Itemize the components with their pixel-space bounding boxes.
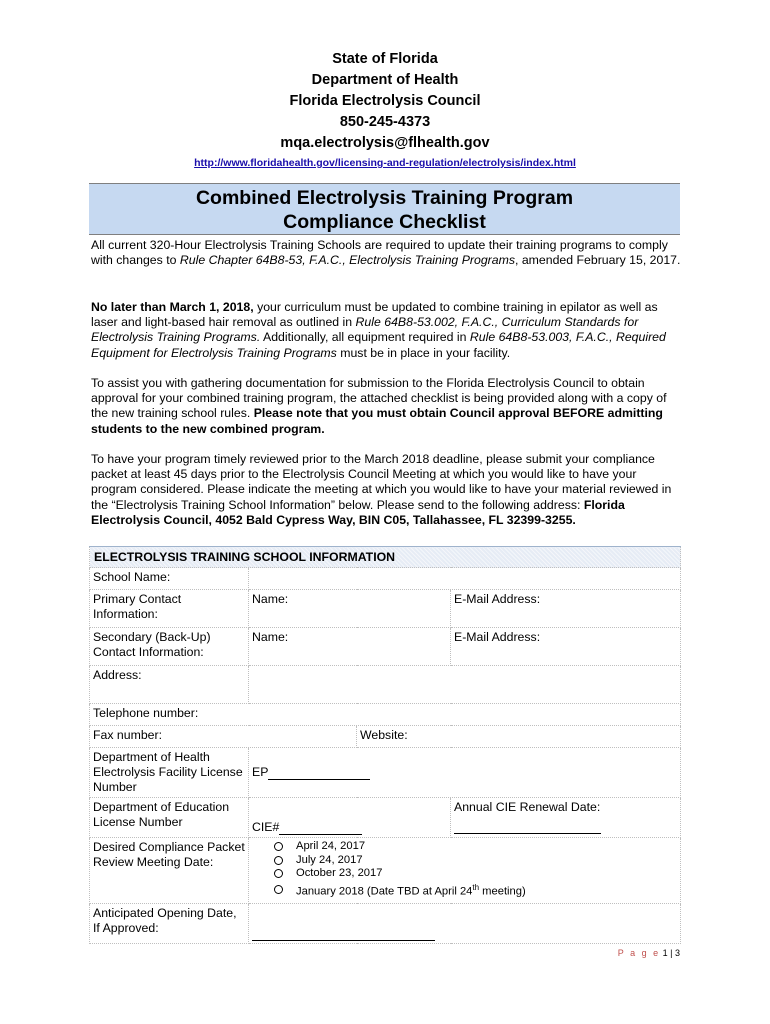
header-email: mqa.electrolysis@flhealth.gov (280, 135, 490, 151)
fax-label: Fax number: (93, 728, 163, 742)
page-word: P a g e (617, 948, 661, 958)
approval-paragraph (91, 376, 683, 437)
school-name-field[interactable] (249, 568, 681, 590)
radio-icon[interactable] (274, 842, 283, 851)
telephone-field[interactable] (90, 704, 681, 726)
p2-rule-ref-2: Rule 64B8-53.003, F.A.C., Required Equipment for Electrolysis Training Programs (91, 330, 666, 360)
p4-text: To have your program timely reviewed prior to the March 2018 deadline, please submit your compliance packet at least 45 days prior to the Electrolysis Council Meeting at which you would like to have your program considered. Please indicate the meeting at which you would like to have your material reviewed in the “Electrolysis Training School Information” below. Please send to the following address: (91, 452, 672, 512)
doe-license-field[interactable] (249, 798, 451, 838)
page-number: 1 | 3 (662, 948, 680, 958)
p2-text: your curriculum must be updated to combine training in epilator as well as laser and light-based hair removal as outlined in (91, 300, 658, 330)
page-footer (0, 948, 680, 958)
submission-paragraph (91, 452, 683, 528)
cie-number-line[interactable] (279, 822, 362, 835)
website-field[interactable] (357, 726, 681, 748)
doh-license-field[interactable] (249, 748, 681, 798)
jan-text-end: meeting) (479, 885, 526, 898)
p2-text-2: Additionally, all equipment required in (260, 330, 470, 345)
p3-note: Please note that you must obtain Council approval BEFORE admitting students to the new combined program. (91, 406, 663, 436)
header-url-link[interactable]: http://www.floridahealth.gov/licensing-and-regulation/electrolysis/index.html (194, 157, 576, 169)
p1-text-end: , amended February 15, 2017. (515, 253, 681, 268)
fax-field[interactable] (90, 726, 357, 748)
primary-email-label: E-Mail Address: (454, 592, 541, 606)
telephone-label: Telephone number: (93, 706, 199, 720)
cie-prefix: CIE# (252, 820, 280, 834)
meeting-options (249, 838, 681, 904)
title-line-2: Compliance Checklist (283, 211, 486, 233)
annual-cie-line[interactable] (454, 821, 601, 834)
intro-paragraph (91, 238, 683, 268)
primary-contact-email-field[interactable] (451, 590, 681, 628)
meeting-option-label (296, 881, 526, 899)
radio-icon[interactable] (274, 856, 283, 865)
meeting-option-label: July 24, 2017 (296, 853, 363, 866)
meeting-option-oct-2017[interactable] (274, 867, 677, 881)
jan-text: January 2018 (Date TBD at April 24 (296, 885, 473, 898)
meeting-option-jul-2017[interactable] (274, 854, 677, 868)
header-council: Florida Electrolysis Council (289, 93, 481, 109)
secondary-name-label: Name: (252, 630, 289, 644)
jan-sup: th (472, 882, 480, 892)
p2-deadline: No later than March 1, 2018, (91, 300, 254, 314)
opening-date-label: Anticipated Opening Date, If Approved: (90, 904, 249, 944)
title-line-1: Combined Electrolysis Training Program (195, 187, 574, 209)
website-label: Website: (360, 728, 408, 742)
p4-address: Florida Electrolysis Council, 4052 Bald Cypress Way, BIN C05, Tallahassee, FL 32399-3255. (91, 497, 625, 527)
title-banner (89, 183, 680, 235)
annual-cie-label: Annual CIE Renewal Date: (454, 800, 601, 814)
meeting-option-label: April 24, 2017 (296, 840, 366, 852)
meeting-option-jan-2018[interactable] (274, 881, 677, 899)
opening-date-field[interactable] (249, 904, 681, 944)
school-info-form (89, 546, 681, 944)
p1-rule-ref: Rule Chapter 64B8-53, F.A.C., Electrolysis Training Programs (179, 253, 515, 268)
ep-prefix: EP (252, 765, 269, 779)
primary-contact-name-field[interactable] (249, 590, 451, 628)
doh-license-label: Department of Health Electrolysis Facility License Number (90, 748, 249, 798)
meeting-option-apr-2017[interactable] (274, 840, 677, 854)
header-phone: 850-245-4373 (339, 114, 431, 130)
radio-icon[interactable] (274, 885, 283, 894)
meeting-option-label: October 23, 2017 (296, 867, 383, 879)
p2-text-end: must be in place in your facility. (336, 345, 511, 360)
radio-icon[interactable] (274, 869, 283, 878)
p1-text: All current 320-Hour Electrolysis Training Schools are required to update their training programs to comply with changes to (91, 238, 668, 268)
header-state: State of Florida (332, 51, 438, 67)
document-header (0, 49, 770, 171)
secondary-contact-name-field[interactable] (249, 628, 451, 666)
p2-rule-ref-1: Rule 64B8-53.002, F.A.C., Curriculum Standards for Electrolysis Training Programs. (91, 315, 639, 345)
secondary-email-label: E-Mail Address: (454, 630, 541, 644)
deadline-paragraph (91, 300, 683, 361)
section-header: ELECTROLYSIS TRAINING SCHOOL INFORMATION (90, 547, 681, 568)
desired-meeting-label: Desired Compliance Packet Review Meeting Date: (90, 838, 249, 904)
school-name-label: School Name: (90, 568, 249, 590)
doe-license-label: Department of Education License Number (90, 798, 249, 838)
opening-date-line[interactable] (252, 928, 435, 941)
ep-number-line[interactable] (268, 767, 370, 780)
primary-contact-label: Primary Contact Information: (90, 590, 249, 628)
header-department: Department of Health (311, 72, 459, 88)
annual-cie-field[interactable] (451, 798, 681, 838)
secondary-contact-label: Secondary (Back-Up) Contact Information: (90, 628, 249, 666)
p3-text: To assist you with gathering documentation for submission to the Florida Electrolysis Council to obtain approval for your combined training program, the attached checklist is being provided along with a copy of the new training school rules. (91, 376, 667, 421)
secondary-contact-email-field[interactable] (451, 628, 681, 666)
address-label: Address: (90, 666, 249, 704)
address-field[interactable] (249, 666, 681, 704)
primary-name-label: Name: (252, 592, 289, 606)
